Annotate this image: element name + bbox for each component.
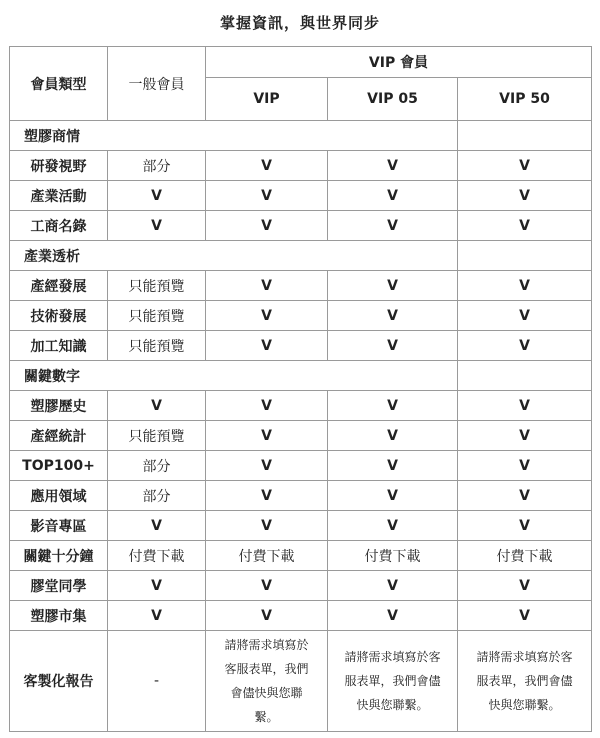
row-label: 塑膠市集 (10, 601, 108, 631)
cell-vip05: V (328, 391, 458, 421)
cell-vip05: V (328, 301, 458, 331)
cell-vip50: V (458, 481, 592, 511)
cell-vip: V (206, 331, 328, 361)
header-vip-group: VIP 會員 (206, 47, 592, 78)
cell-vip05: V (328, 181, 458, 211)
note-line: 請將需求填寫於客 (344, 650, 441, 664)
membership-comparison-table (9, 46, 592, 732)
table-body (10, 121, 592, 631)
cell-vip: V (206, 301, 328, 331)
cell-vip05: V (328, 151, 458, 181)
cell-general: 只能預覽 (108, 331, 206, 361)
table-row-custom-report (10, 631, 592, 732)
note-line: 快與您聯繫。 (488, 698, 561, 712)
category-empty-cell (458, 361, 592, 391)
table-row-category (10, 121, 592, 151)
row-label: 膠堂同學 (10, 571, 108, 601)
cell-vip50: V (458, 601, 592, 631)
cell-general: 付費下載 (108, 541, 206, 571)
table-row (10, 571, 592, 601)
table-row (10, 301, 592, 331)
note-line: 請將需求填寫於 (224, 638, 309, 652)
row-label: 產經發展 (10, 271, 108, 301)
cell-vip05: V (328, 271, 458, 301)
cell-general: V (108, 391, 206, 421)
row-label: TOP100+ (10, 451, 108, 481)
cell-general: 部分 (108, 151, 206, 181)
category-empty-cell (458, 121, 592, 151)
cell-vip50: V (458, 181, 592, 211)
note-line: 會儘快與您聯 (230, 686, 303, 700)
note-line: 快與您聯繫。 (356, 698, 429, 712)
table-row (10, 451, 592, 481)
cell-vip50-note (458, 631, 592, 732)
note-line: 服表單，我們會儘 (344, 674, 441, 688)
header-vip50: VIP 50 (458, 78, 592, 121)
note-line: 客服表單，我們 (224, 662, 309, 676)
cell-vip: V (206, 181, 328, 211)
category-label: 塑膠商情 (10, 121, 458, 151)
table-row (10, 511, 592, 541)
cell-vip: 付費下載 (206, 541, 328, 571)
table-row (10, 211, 592, 241)
note-line: 繫。 (254, 710, 279, 724)
cell-vip05: V (328, 571, 458, 601)
cell-vip50: 付費下載 (458, 541, 592, 571)
cell-general: V (108, 181, 206, 211)
header-vip05: VIP 05 (328, 78, 458, 121)
cell-vip05: V (328, 451, 458, 481)
cell-vip50: V (458, 421, 592, 451)
cell-general: 部分 (108, 451, 206, 481)
cell-vip50: V (458, 451, 592, 481)
header-vip: VIP (206, 78, 328, 121)
cell-general: 只能預覽 (108, 421, 206, 451)
row-label: 產業活動 (10, 181, 108, 211)
cell-vip: V (206, 211, 328, 241)
cell-vip: V (206, 451, 328, 481)
row-label: 應用領域 (10, 481, 108, 511)
row-label: 產經統計 (10, 421, 108, 451)
cell-vip: V (206, 421, 328, 451)
cell-vip: V (206, 481, 328, 511)
cell-vip05-note (328, 631, 458, 732)
row-label: 影音專區 (10, 511, 108, 541)
cell-vip50: V (458, 271, 592, 301)
cell-vip05: 付費下載 (328, 541, 458, 571)
table-row (10, 481, 592, 511)
row-label: 工商名錄 (10, 211, 108, 241)
cell-vip05: V (328, 211, 458, 241)
category-empty-cell (458, 241, 592, 271)
table-row (10, 181, 592, 211)
row-label: 關鍵十分鐘 (10, 541, 108, 571)
table-row (10, 391, 592, 421)
cell-vip05: V (328, 421, 458, 451)
cell-vip: V (206, 571, 328, 601)
cell-vip: V (206, 601, 328, 631)
cell-general: 部分 (108, 481, 206, 511)
row-label: 塑膠歷史 (10, 391, 108, 421)
cell-general: V (108, 211, 206, 241)
cell-general: - (108, 631, 206, 732)
cell-vip05: V (328, 601, 458, 631)
table-row (10, 601, 592, 631)
cell-vip50: V (458, 331, 592, 361)
table-row (10, 271, 592, 301)
cell-vip-note (206, 631, 328, 732)
header-member-type: 會員類型 (10, 47, 108, 121)
table-row (10, 331, 592, 361)
table-row-category (10, 241, 592, 271)
cell-general: 只能預覽 (108, 271, 206, 301)
row-label: 技術發展 (10, 301, 108, 331)
row-label: 客製化報告 (10, 631, 108, 732)
cell-vip05: V (328, 481, 458, 511)
cell-vip50: V (458, 211, 592, 241)
row-label: 研發視野 (10, 151, 108, 181)
note-line: 服表單，我們會儘 (476, 674, 573, 688)
table-row-category (10, 361, 592, 391)
cell-vip05: V (328, 331, 458, 361)
cell-vip50: V (458, 511, 592, 541)
row-label: 加工知識 (10, 331, 108, 361)
table-row (10, 151, 592, 181)
cell-general: V (108, 571, 206, 601)
table-row (10, 541, 592, 571)
cell-vip: V (206, 511, 328, 541)
cell-general: 只能預覽 (108, 301, 206, 331)
cell-vip50: V (458, 391, 592, 421)
cell-general: V (108, 511, 206, 541)
header-general-member: 一般會員 (108, 47, 206, 121)
category-label: 關鍵數字 (10, 361, 458, 391)
cell-vip: V (206, 271, 328, 301)
cell-general: V (108, 601, 206, 631)
cell-vip50: V (458, 301, 592, 331)
note-line: 請將需求填寫於客 (476, 650, 573, 664)
cell-vip: V (206, 151, 328, 181)
category-label: 產業透析 (10, 241, 458, 271)
cell-vip05: V (328, 511, 458, 541)
page-title: 掌握資訊，與世界同步 (219, 14, 380, 32)
cell-vip50: V (458, 151, 592, 181)
table-row (10, 421, 592, 451)
cell-vip: V (206, 391, 328, 421)
cell-vip50: V (458, 571, 592, 601)
